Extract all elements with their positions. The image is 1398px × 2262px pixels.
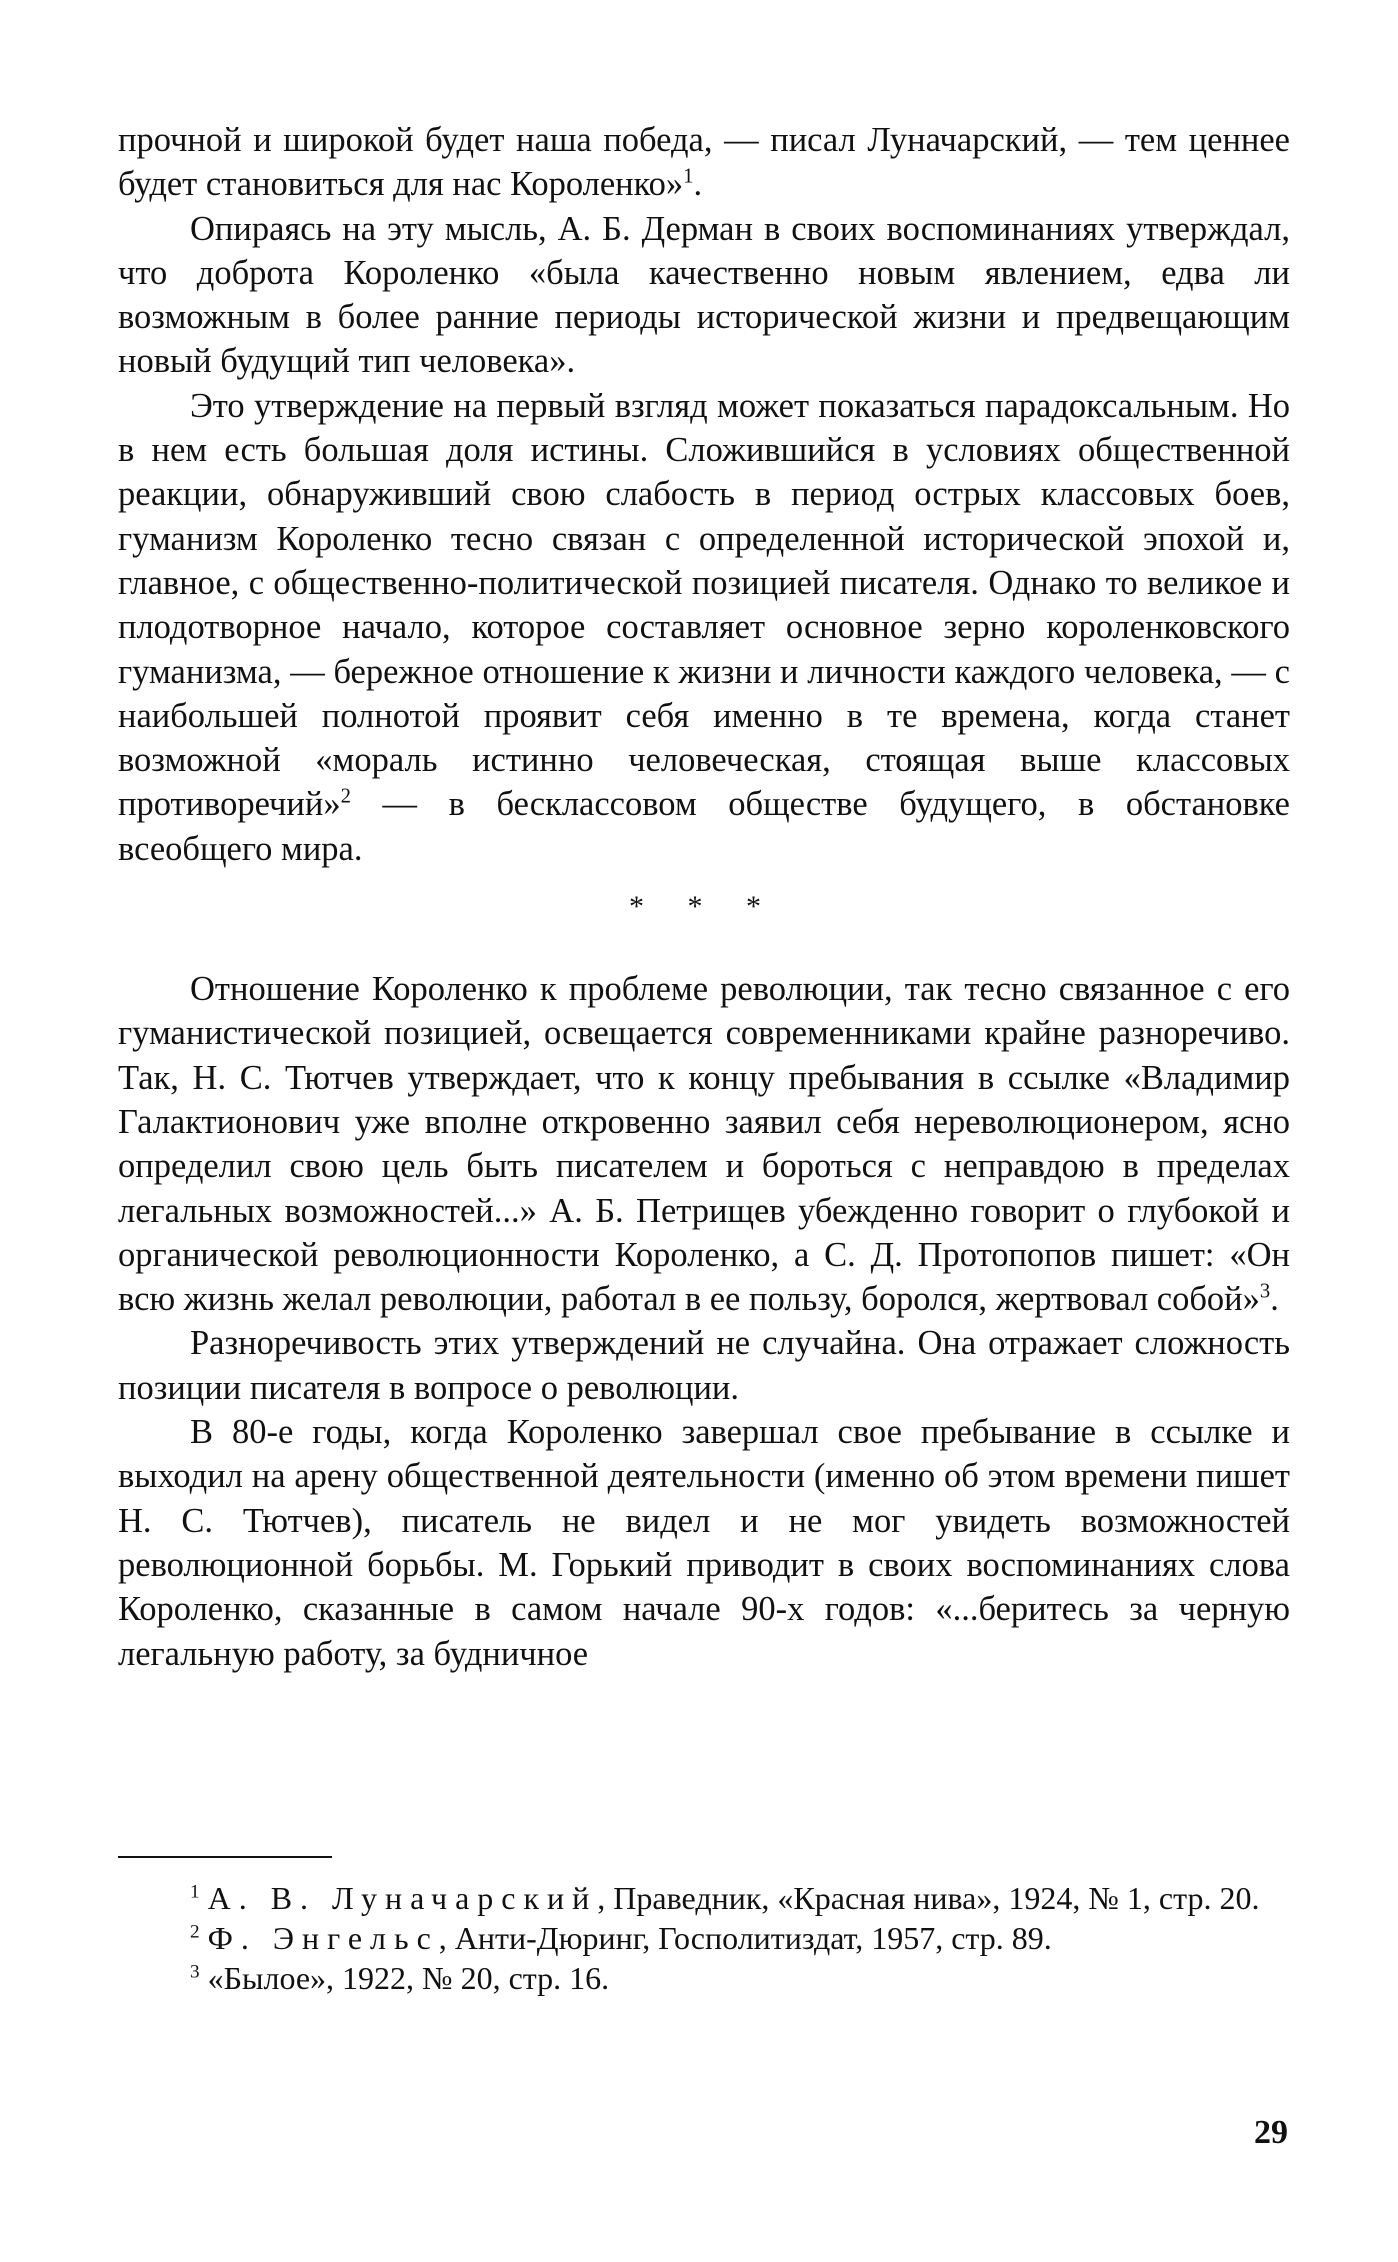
paragraph-3: Это утверждение на первый взгляд может показаться парадоксальным. Но в нем есть большая доля истины. Сложившийся в условиях общественной реакции, обнаруживший свою слабость в период острых классовых боев, гуманизм Короленко тесно связан с определенной исторической эпохой и, главное, с общественно-политической позицией писателя. Однако то великое и плодотворное начало, которое составляет основное зерно короленковского гуманизма, — бережное отношение к жизни и личности каждого человека, — с наибольшей полнотой проявит себя именно в те времена, когда станет возможной «мораль истинно человеческая, стоящая выше классовых противоречий»$^2$ — в бесклассовом обществе будущего, в обстановке всеобщего мира.: [118, 386, 1290, 868]
footnote-2: $^2$ Ф. Энгельс, Анти-Дюринг, Госполитиздат, 1957, стр. 89.: [190, 1920, 1052, 1956]
footnote-author: А. В. Луначарский: [207, 1880, 598, 1916]
paragraph-5: Разноречивость этих утверждений не случайна. Она отражает сложность позиции писателя в вопросе о революции.: [118, 1324, 1290, 1407]
paragraph-6: В 80-е годы, когда Короленко завершал свое пребывание в ссылке и выходил на арену общественной деятельности (именно об этом времени пишет Н. С. Тютчев), писатель не видел и не мог увидеть возможностей революционной борьбы. М. Горький приводит в своих воспоминаниях слова Короленко, сказанные в самом начале 90-х годов: «...беритесь за черную легальную работу, за будничное: [118, 1413, 1290, 1673]
footnote-ref-1: 1: [683, 165, 694, 188]
footnote-author: Ф. Энгельс: [207, 1920, 439, 1956]
footnote-ref-3: 3: [1259, 1280, 1271, 1303]
section-separator: * * *: [629, 890, 779, 924]
footnote-divider: [118, 1856, 332, 1858]
paragraph-2: Опираясь на эту мысль, А. Б. Дерман в своих воспоминаниях утверждал, что доброта Короленко «была качественно новым явлением, едва ли возможным в более ранние периоды исторической жизни и предвещающим новый будущий тип человека».: [118, 209, 1290, 381]
body-text: [118, 118, 1290, 1676]
paragraph-1: прочной и широкой будет наша победа, — писал Луначарский, — тем ценнее будет становиться для нас Короленко»$^1$.: [118, 121, 1290, 204]
page-number: 29: [1254, 2114, 1288, 2151]
paragraph-4: Отношение Короленко к проблеме революции, так тесно связанное с его гуманистической позицией, освещается современниками крайне разноречиво. Так, Н. С. Тютчев утверждает, что к концу пребывания в ссылке «Владимир Галактионович уже вполне откровенно заявил себя нереволюционером, ясно определил свою цель быть писателем и бороться с неправдою в пределах легальных возможностей...» А. Б. Петрищев убежденно говорит о глубокой и органической революционности Короленко, а С. Д. Протопопов пишет: «Он всю жизнь желал революции, работал в ее пользу, боролся, жертвовал собой»$^3$.: [118, 970, 1290, 1319]
footnotes: [118, 1878, 1290, 1998]
footnote-3: $^3$ «Былое», 1922, № 20, стр. 16.: [190, 1960, 610, 1996]
footnote-ref-2: 2: [340, 785, 351, 808]
footnote-1: $^1$ А. В. Луначарский, Праведник, «Красная нива», 1924, № 1, стр. 20.: [190, 1880, 1260, 1916]
